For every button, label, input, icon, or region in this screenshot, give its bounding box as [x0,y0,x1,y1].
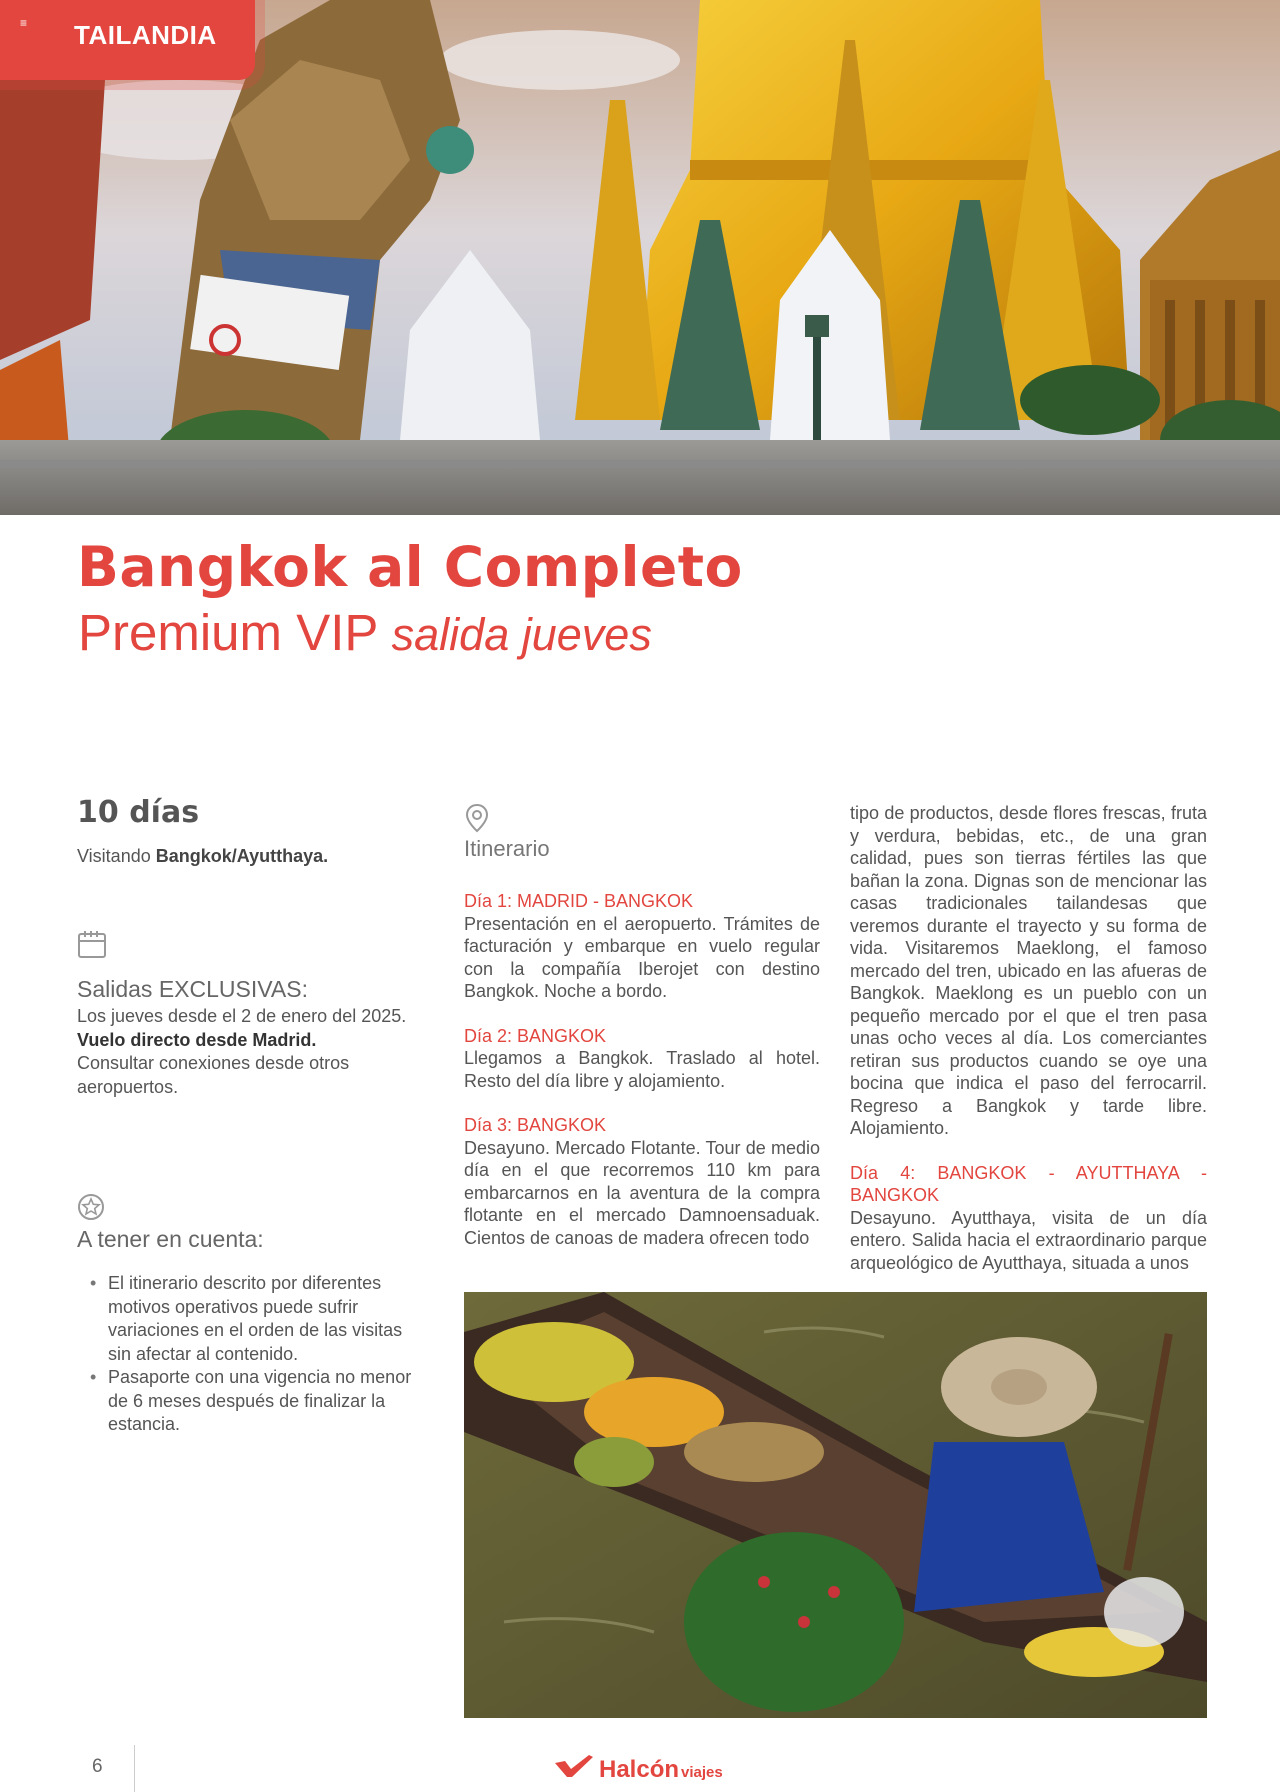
brand-name: Halcón [599,1756,680,1783]
summary-block [77,795,427,867]
day-text-continuation: tipo de productos, desde flores frescas, fruta y verdura, bebidas, etc., de una gran calidad, pues son tierras fértiles las que bañan la zona. Dignas son de mencionar las casas tradicionales tailandesas que veremos durante el trayecto y su forma de vida. Visitaremos Maeklong, el famoso mercado del tren, ubicado en las afueras de Bangkok. Maeklong es un pueblo con un pequeño mercado por el que el tren pasa unas ocho veces al día. Los comerciantes retiran sus productos cuando se oye una bocina que indica el paso del ferrocarril. Regreso a Bangkok y tarde libre. Alojamiento. [850,803,1207,1138]
subtitle-main: Premium VIP [78,604,378,661]
country-label: TAILANDIA [74,20,217,50]
departures-heading: Salidas EXCLUSIVAS: [77,976,308,1002]
visiting-prefix: Visitando [77,846,151,866]
departures-line1: Los jueves desde el 2 de enero del 2025. [77,1006,407,1026]
footer-divider [134,1745,135,1792]
page-title: Bangkok al Completo [77,535,743,599]
itinerary-column-2 [850,802,1207,1274]
departures-text [77,1005,427,1099]
day-title: Día 3: BANGKOK [464,1115,607,1135]
day-title: Día 1: MADRID - BANGKOK [464,891,694,911]
duration: 10 días [77,795,200,830]
menu-icon: ≡ [20,16,28,30]
visiting-places: Bangkok/Ayutthaya. [155,846,329,866]
day-text: Llegamos a Bangkok. Traslado al hotel. Resto del día libre y alojamiento. [464,1048,820,1091]
visiting-line [77,846,427,867]
star-icon [77,1193,105,1221]
page-subtitle [78,603,652,662]
day-text: Desayuno. Ayutthaya, visita de un día entero. Salida hacia el extraordinario parque arqueológico de Ayutthaya, situada a unos [850,1207,1207,1273]
day-text: Presentación en el aeropuerto. Trámites de facturación y embarque en vuelo regular con la compañía Iberojet con destino Bangkok. Noche a bordo. [464,913,820,1001]
day-text: Desayuno. Mercado Flotante. Tour de medio día en el que recorremos 110 km para embarcarnos en la aventura de la compra flotante en el mercado Damnoensaduak. Cientos de canoas de madera ofrecen todo [464,1137,820,1248]
day-title-line2: BANGKOK [850,1185,940,1205]
notes-heading: A tener en cuenta: [77,1226,264,1252]
page-number: 6 [92,1756,103,1777]
itinerary-heading: Itinerario [464,836,550,861]
day-title: Día 2: BANGKOK [464,1025,607,1046]
brand-logo[interactable] [555,1755,723,1784]
note-item: • El itinerario descrito por diferentes motivos operativos puede sufrir variaciones en el orden de las visitas sin afectar al contenido. [90,1272,420,1366]
day-title: Día 4: BANGKOK - AYUTTHAYA - [850,1162,1207,1183]
departures-line3: Consultar conexiones desde otros aeropuertos. [77,1053,350,1097]
departures-bold-line: Vuelo directo desde Madrid. [77,1029,317,1050]
calendar-icon [77,930,107,960]
notes-list [90,1272,420,1437]
location-pin-icon [464,803,490,833]
boat-illustration [464,1292,1207,1718]
hero-image [0,0,1280,515]
floating-market-photo [464,1292,1207,1718]
brand-suffix: viajes [681,1764,723,1781]
halcon-logo-icon [555,1755,593,1777]
note-item: • Pasaporte con una vigencia no menor de 6 meses después de finalizar la estancia. [90,1366,420,1437]
subtitle-italic: salida jueves [391,609,652,660]
itinerary-column-1 [464,890,820,1249]
country-tab[interactable] [0,0,255,80]
